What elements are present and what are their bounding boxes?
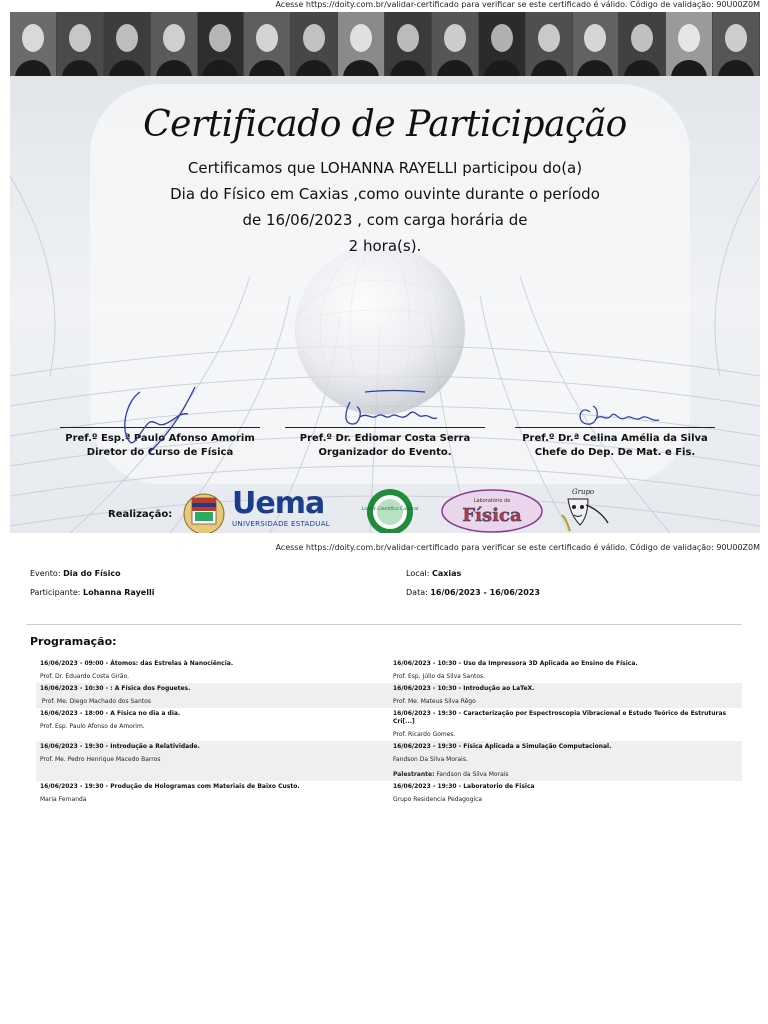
evento-label: Evento:	[30, 569, 61, 578]
schedule-item-speaker: Prof. Me. Diego Machado dos Santos	[40, 698, 151, 705]
local-field	[406, 569, 461, 578]
schedule-item-title: 16/06/2023 - 10:30 - : A Física dos Foguetes.	[40, 685, 191, 692]
signatory-name: Pref.º Dr.ª Celina Amélia da Silva	[522, 433, 708, 444]
schedule-item-speaker: Prof. Dr. Eduardo Costa Girão.	[40, 673, 130, 680]
schedule-item-title: 16/06/2023 - 19:30 - Introdução a Relatividade.	[40, 743, 200, 750]
signature-block	[285, 427, 485, 458]
data-field	[406, 588, 540, 597]
portrait-image	[666, 12, 713, 76]
schedule-item-title: 16/06/2023 - 10:30 - Uso da Impressora 3D Aplicada ao Ensino de Física.	[393, 660, 638, 667]
schedule-item	[36, 658, 389, 683]
schedule-item-title: 16/06/2023 - 09:00 - Átomos: das Estrelas à Nanociência.	[40, 660, 234, 667]
portrait-image	[57, 12, 104, 76]
lab-logo-top-text: Laboratório de	[473, 498, 511, 504]
data-value: 16/06/2023 - 16/06/2023	[430, 588, 540, 597]
grupo-logo-text: Grupo	[572, 488, 595, 496]
schedule-item-speaker: Fandson Da Silva Morais.	[393, 756, 468, 763]
portrait-image	[10, 12, 57, 76]
schedule-item-speaker: Prof. Esp. Júlio da Silva Santos.	[393, 673, 486, 680]
evento-field	[30, 569, 121, 578]
portrait-image	[619, 12, 666, 76]
portrait-image	[573, 12, 620, 76]
laboratorio-fisica-logo	[440, 488, 544, 533]
portrait-image	[432, 12, 479, 76]
participante-value: Lohanna Rayelli	[83, 588, 155, 597]
participante-label: Participante:	[30, 588, 81, 597]
certificate-text-line: de 16/06/2023 , com carga horária de	[242, 211, 528, 229]
schedule-item	[36, 741, 389, 781]
schedule-item-title: 16/06/2023 - 18:00 - A Física no dia a dia.	[40, 710, 181, 717]
table-row	[36, 683, 742, 708]
table-row	[36, 781, 742, 806]
schedule-item-title: 16/06/2023 - 19:30 - Física Aplicada a Simulação Computacional.	[393, 743, 612, 750]
certificate-text-line: 2 hora(s).	[348, 237, 422, 255]
schedule-item	[389, 708, 742, 741]
schedule-item-speaker: Prof. Me. Mateus Silva Rêgo	[393, 698, 476, 705]
participante-field	[30, 588, 154, 597]
schedule-item-speaker: Prof. Me. Pedro Henrique Macedo Barros	[40, 756, 161, 763]
signatory-role: Chefe do Dep. De Mat. e Fis.	[534, 447, 696, 458]
portrait-image	[244, 12, 291, 76]
portrait-image	[104, 12, 151, 76]
schedule-item-title: 16/06/2023 - 19:30 - Laboratorio de Fisica	[393, 783, 535, 790]
schedule-item	[36, 781, 389, 806]
schedule-item-title: 16/06/2023 - 19:30 - Produção de Hologramas com Materiais de Baixo Custo.	[40, 783, 300, 790]
portrait-image	[151, 12, 198, 76]
uema-logo	[232, 488, 330, 528]
section-divider	[26, 624, 742, 625]
lamat-logo	[360, 486, 420, 533]
validation-notice-bottom: Acesse https://doity.com.br/validar-certificado para verificar se este certificado é válido. Código de validação: 90U00Z0M	[275, 543, 760, 552]
certificate-title: Certificado de Participação	[143, 104, 627, 145]
local-label: Local:	[406, 569, 430, 578]
lamat-logo-text: LaMat Científico Cultural	[361, 507, 419, 512]
university-crest-logo	[182, 488, 226, 533]
schedule-item	[36, 683, 389, 708]
portrait-image	[713, 12, 760, 76]
table-row	[36, 708, 742, 741]
uema-logo-text: Uema	[232, 486, 325, 521]
uema-logo-subtitle: UNIVERSIDADE ESTADUAL	[232, 520, 330, 528]
schedule-item	[36, 708, 389, 741]
schedule-item-title: 16/06/2023 - 10:30 - Introdução ao LaTeX.	[393, 685, 535, 692]
schedule-item-speaker: Prof. Ricardo Gomes.	[393, 731, 456, 738]
portrait-image	[198, 12, 245, 76]
palestrante-label: Palestrante:	[393, 771, 435, 778]
schedule-item	[389, 658, 742, 683]
schedule-item-speaker: Prof. Esp. Paulo Afonso de Amorim.	[40, 723, 145, 730]
signature-block	[60, 427, 260, 458]
table-row	[36, 658, 742, 683]
certificate-image	[10, 12, 760, 533]
lab-logo-text: Física	[462, 505, 522, 526]
evento-value: Dia do Físico	[63, 569, 121, 578]
certificate-text-line: Dia do Físico em Caxias ,como ouvinte durante o período	[170, 185, 600, 203]
signatory-role: Diretor do Curso de Física	[86, 447, 234, 458]
schedule-item	[389, 741, 742, 781]
portrait-image	[291, 12, 338, 76]
certificate-text-line: Certificamos que LOHANNA RAYELLI participou do(a)	[187, 159, 583, 177]
validation-notice-top: Acesse https://doity.com.br/validar-certificado para verificar se este certificado é válido. Código de validação: 90U00Z0M	[275, 0, 760, 9]
portrait-image	[479, 12, 526, 76]
schedule-item-speaker: Grupo Residencia Pedagogica	[393, 796, 483, 803]
signatory-name: Pref.º Dr. Ediomar Costa Serra	[299, 433, 471, 444]
schedule-item	[389, 781, 742, 806]
programacao-table	[36, 658, 742, 806]
data-label: Data:	[406, 588, 428, 597]
handwritten-signature	[305, 382, 465, 462]
signature-block	[515, 427, 715, 458]
portrait-image	[338, 12, 385, 76]
handwritten-signature	[80, 382, 240, 462]
portrait-image	[526, 12, 573, 76]
schedule-item-speaker: Maria Fernanda	[40, 796, 87, 803]
schedule-item-palestrante	[393, 771, 738, 779]
table-row	[36, 741, 742, 781]
schedule-item	[389, 683, 742, 708]
handwritten-signature	[535, 382, 695, 462]
signatory-name: Pref.º Esp.ª Paulo Afonso Amorim	[65, 433, 255, 444]
portrait-image	[385, 12, 432, 76]
palestrante-value: Fandson da Silva Morais	[436, 771, 509, 778]
grupo-teatro-logo	[550, 485, 622, 533]
programacao-title: Programação:	[30, 635, 117, 648]
schedule-item-title: 16/06/2023 - 19:30 - Caracterização por Espectroscopia Vibracional e Estudo Teórico de Estruturas Cri[...]	[393, 710, 727, 725]
realizacao-label: Realização:	[108, 509, 173, 520]
signatory-role: Organizador do Evento.	[318, 447, 452, 458]
physicists-portrait-strip	[10, 12, 760, 76]
local-value: Caxias	[431, 569, 462, 578]
